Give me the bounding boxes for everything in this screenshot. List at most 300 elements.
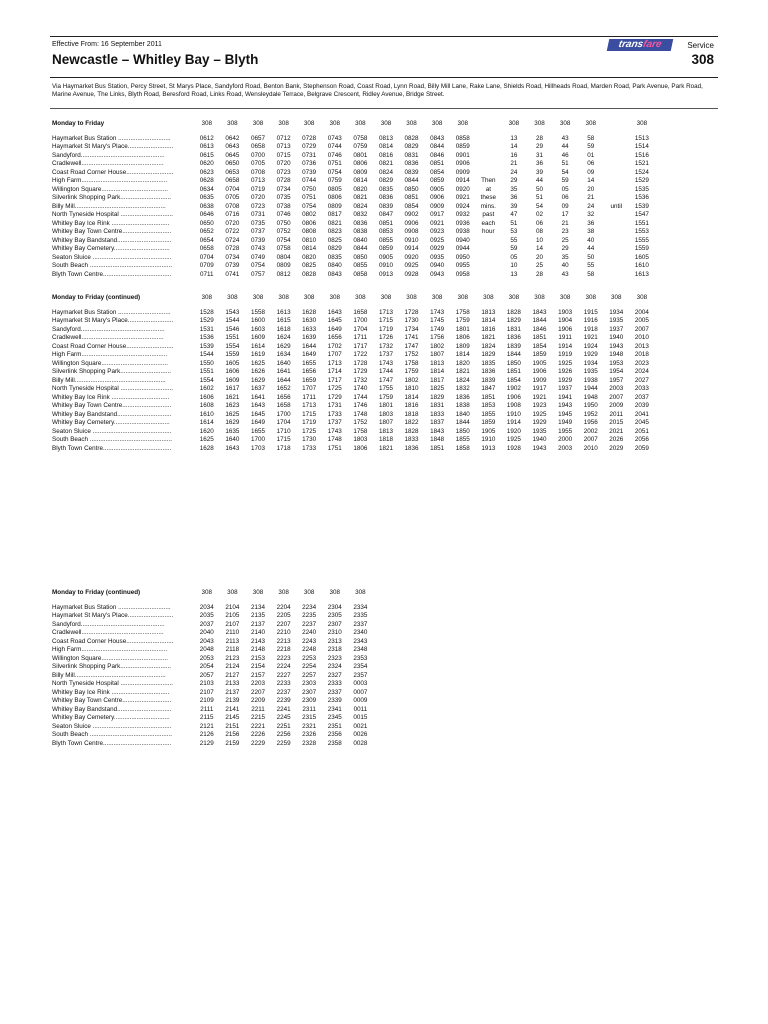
departure-time: 1605	[225, 359, 240, 367]
departure-time: 0936	[455, 219, 470, 227]
departure-time: hour	[482, 228, 495, 235]
departure-time: 1655	[302, 359, 317, 367]
departure-time: 0938	[455, 228, 470, 235]
service-column-header: 308	[201, 294, 213, 301]
departure-time: 1949	[558, 419, 573, 426]
departure-time: 1913	[481, 444, 496, 452]
departure-time: 47	[510, 211, 518, 218]
departure-time: 39	[510, 202, 518, 210]
departure-time: 0921	[455, 194, 470, 201]
timetable-row	[52, 740, 373, 749]
timetable-row	[52, 706, 373, 715]
departure-time: 0758	[276, 245, 291, 252]
departure-time: 1807	[430, 351, 445, 358]
service-column-header	[604, 120, 630, 129]
departure-time: 2004	[634, 308, 649, 316]
departure-time: 0920	[455, 185, 470, 193]
departure-time: 1707	[327, 351, 342, 358]
departure-time: 0731	[250, 211, 265, 218]
timetable-header-row	[52, 294, 655, 303]
departure-time: 1935	[609, 317, 624, 324]
departure-time: 2113	[225, 637, 240, 645]
departure-time: 2041	[634, 410, 649, 418]
timetable-row	[52, 309, 655, 318]
departure-time: 0902	[404, 211, 419, 218]
departure-time: 2013	[634, 342, 649, 350]
service-column-header: 308	[457, 294, 468, 301]
departure-time: 1840	[455, 410, 470, 418]
departure-time: 1928	[506, 444, 521, 452]
stop-name: Billy Mill....................................................	[52, 376, 166, 384]
departure-time	[476, 169, 502, 178]
service-column-header: 308	[355, 120, 366, 127]
departure-time: 2253	[302, 654, 317, 662]
departure-time: 0909	[430, 202, 445, 210]
timetable-row	[52, 436, 655, 445]
timetable-row	[52, 612, 373, 621]
departure-time: 1725	[302, 427, 317, 435]
departure-time: 1758	[455, 308, 470, 316]
service-column-header: 308	[278, 294, 289, 301]
departure-time: 2151	[225, 722, 240, 730]
departure-time: 1740	[353, 385, 368, 392]
departure-time: 0814	[378, 143, 393, 150]
stop-name: Cradlewell...............................................	[52, 629, 164, 636]
departure-time: 0928	[404, 270, 419, 278]
departure-time: 0743	[327, 134, 342, 142]
departure-time: 55	[587, 262, 595, 269]
departure-time: 1718	[276, 444, 291, 452]
departure-time: 2311	[302, 705, 316, 713]
departure-time: 0658	[199, 245, 214, 252]
departure-time: 1909	[532, 376, 547, 384]
departure-time: 0917	[430, 211, 445, 218]
departure-time: 25	[536, 262, 544, 269]
departure-time: 0723	[250, 202, 265, 210]
departure-time: 1905	[532, 359, 547, 367]
departure-time: 2034	[199, 603, 214, 611]
stop-name: Haymarket St Mary's Place..........................	[52, 143, 174, 150]
departure-time: 0850	[404, 185, 419, 193]
departure-time: 2307	[327, 620, 342, 628]
departure-time: 2141	[225, 705, 240, 713]
departure-time: 58	[587, 134, 595, 142]
departure-time: 1641	[250, 393, 265, 401]
departure-time: 0704	[199, 253, 214, 261]
departure-time: 1904	[558, 317, 573, 324]
departure-time: 0620	[199, 160, 214, 167]
departure-time: 1546	[225, 325, 240, 333]
departure-time: 0829	[404, 143, 419, 150]
departure-time: 1652	[276, 385, 291, 392]
departure-time	[604, 245, 630, 254]
departure-time: 1952	[583, 410, 598, 418]
departure-time: 1707	[302, 385, 317, 392]
departure-time: 1836	[455, 393, 470, 401]
departure-time: 1748	[327, 436, 342, 443]
timetable-row	[52, 271, 655, 280]
departure-time: 2056	[634, 436, 649, 443]
stop-name: South Beach ...............................................	[52, 731, 173, 738]
departure-time: 1759	[404, 368, 419, 375]
departure-time: 1730	[302, 436, 317, 443]
departure-time: 0708	[250, 168, 265, 176]
timetable-row	[52, 262, 655, 271]
departure-time: 1544	[199, 351, 214, 358]
timetable-row	[52, 689, 373, 698]
departure-time: 0713	[250, 177, 265, 184]
departure-time: 0736	[302, 160, 317, 167]
departure-time: 05	[510, 253, 518, 261]
departure-time	[604, 143, 630, 152]
service-column-header: 308	[534, 120, 545, 127]
departure-time: 1801	[455, 325, 470, 333]
departure-time: 1609	[250, 334, 265, 341]
departure-time: 0746	[276, 211, 291, 218]
departure-time: 2007	[609, 393, 624, 401]
departure-time: 2145	[225, 714, 240, 721]
departure-time	[476, 143, 502, 152]
departure-time: 0905	[378, 253, 393, 261]
timetable-row	[52, 152, 655, 161]
departure-time: 2153	[250, 654, 265, 662]
departure-time	[476, 271, 502, 280]
departure-time: 0705	[250, 160, 265, 167]
departure-time: 1551	[634, 219, 649, 227]
departure-time: 1940	[609, 334, 624, 341]
stop-name: Haymarket St Mary's Place..........................	[52, 612, 174, 619]
departure-time: 1929	[583, 351, 598, 358]
departure-time: 1730	[404, 317, 419, 324]
departure-time: 1855	[455, 436, 470, 443]
service-label: Service	[687, 41, 714, 50]
departure-time	[604, 152, 630, 161]
departure-time: 0821	[378, 160, 393, 167]
departure-time: 1613	[634, 270, 649, 278]
stop-name: North Tyneside Hospital ..............................	[52, 211, 173, 218]
departure-time: 2213	[276, 637, 291, 645]
service-column-header: 308	[380, 120, 392, 127]
timetable-row	[52, 621, 373, 630]
departure-time: 2021	[609, 427, 624, 435]
departure-time: 2226	[250, 731, 265, 738]
departure-time: 2334	[353, 603, 368, 611]
departure-time: 0746	[327, 151, 342, 159]
departure-time: 2135	[250, 612, 265, 619]
departure-time: 2340	[353, 629, 368, 636]
departure-time: 2015	[609, 419, 624, 426]
departure-time: 0844	[404, 177, 419, 184]
stop-name: Billy Mill....................................................	[52, 202, 166, 210]
departure-time: 1751	[327, 444, 342, 452]
departure-time: 2358	[327, 739, 342, 747]
service-column-header: 308	[431, 120, 443, 127]
departure-time: 21	[510, 160, 518, 167]
departure-time: 1851	[430, 444, 445, 452]
departure-time: 1850	[506, 359, 521, 367]
departure-time: 06	[587, 160, 595, 167]
departure-time: 2324	[327, 663, 342, 670]
departure-time	[604, 169, 630, 178]
departure-time: 53	[510, 228, 518, 235]
departure-time: 0806	[353, 160, 368, 167]
departure-time: 08	[536, 228, 544, 235]
departure-time: 0944	[455, 245, 470, 252]
departure-time: 2237	[276, 688, 291, 696]
departure-time: 0754	[327, 168, 342, 176]
departure-time: 2123	[225, 654, 240, 662]
departure-time	[604, 228, 630, 237]
departure-time: 29	[510, 177, 518, 184]
departure-time: 0908	[404, 228, 419, 235]
departure-time: 1806	[353, 444, 368, 452]
departure-time: 1813	[378, 427, 393, 435]
departure-time: 1937	[558, 385, 573, 392]
departure-time: 1955	[558, 427, 573, 435]
stop-name: Sandyford................................................	[52, 620, 165, 628]
stop-name: Blyth Town Centre.......................................	[52, 444, 172, 452]
departure-time: 2154	[250, 663, 265, 670]
departure-time: 1715	[378, 317, 393, 324]
stop-name: Willington Square......................................	[52, 359, 168, 367]
departure-time: 0722	[225, 228, 240, 235]
departure-time: 2137	[250, 620, 265, 628]
route-rule	[50, 108, 718, 109]
departure-time: 1713	[378, 308, 393, 316]
departure-time: 0741	[225, 270, 240, 278]
service-column-header: 308	[508, 120, 520, 127]
departure-time: 44	[587, 245, 595, 252]
departure-time: 1829	[430, 393, 445, 401]
departure-time: 1855	[481, 410, 496, 418]
departure-time: 0739	[302, 168, 317, 176]
departure-time: 1658	[353, 308, 368, 316]
departure-time: 1629	[276, 342, 291, 350]
departure-time: 0635	[199, 194, 214, 201]
departure-time: 1920	[506, 427, 521, 435]
departure-time: 0943	[430, 270, 445, 278]
departure-time: 2126	[199, 731, 214, 738]
stop-name: Whitley Bay Ice Rink .................................	[52, 393, 170, 401]
departure-time: until	[610, 202, 623, 210]
stop-name: Whitley Bay Cemetery................................	[52, 245, 170, 252]
departure-time: 1634	[276, 351, 291, 358]
departure-time: 1555	[634, 236, 649, 244]
departure-time: 2205	[276, 612, 291, 619]
departure-time: 1929	[532, 419, 547, 426]
departure-time: 40	[561, 262, 569, 269]
departure-time: 0739	[250, 236, 265, 244]
departure-time: 1916	[583, 317, 598, 324]
departure-time: 0728	[225, 245, 240, 252]
service-column-header: 308	[227, 294, 238, 301]
timetable-row	[52, 655, 373, 664]
departure-time: 0724	[225, 236, 240, 244]
departure-time: 1910	[481, 436, 496, 443]
departure-time: 0015	[353, 714, 368, 721]
stop-name: Whitley Bay Town Centre............................	[52, 228, 172, 235]
departure-time: 1836	[481, 368, 496, 375]
service-column-header: 308	[636, 294, 648, 301]
service-column-header: 308	[355, 294, 366, 301]
departure-time: 28	[536, 134, 544, 142]
departure-time: 2318	[327, 646, 342, 653]
departure-time: 0906	[404, 219, 419, 227]
departure-time: 2057	[199, 671, 214, 679]
departure-time: 0836	[404, 160, 419, 167]
departure-time: 1749	[430, 325, 445, 333]
departure-time: 10	[536, 236, 544, 244]
departure-time: 0743	[250, 245, 265, 252]
departure-time: 1606	[199, 393, 214, 401]
departure-time: 28	[536, 270, 544, 278]
departure-time: 0026	[353, 731, 368, 738]
departure-time: 58	[587, 270, 595, 278]
departure-time: 1943	[532, 444, 547, 452]
departure-time: 1906	[558, 325, 573, 333]
departure-time: 2010	[583, 444, 598, 452]
departure-time: 2357	[353, 671, 368, 679]
departure-time: 1943	[609, 342, 624, 350]
departure-time: 2257	[302, 671, 317, 679]
transfare-logo	[607, 39, 674, 51]
service-column-header: 308	[278, 120, 289, 127]
departure-time: 2305	[327, 612, 342, 619]
departure-time: 0716	[225, 211, 240, 218]
departure-time: 0752	[276, 228, 291, 235]
stop-name: Willington Square......................................	[52, 654, 168, 662]
departure-time: 1758	[404, 359, 419, 367]
departure-time: 50	[536, 185, 544, 193]
departure-time: 1829	[481, 351, 496, 358]
departure-time: 1828	[506, 308, 521, 316]
service-column-header: 308	[329, 589, 341, 596]
timetable-row	[52, 135, 655, 144]
timetable-row	[52, 317, 655, 326]
service-column-header: 308	[252, 589, 264, 596]
departure-time: 0851	[378, 219, 393, 227]
departure-time	[604, 135, 630, 144]
departure-time: 0855	[353, 262, 368, 269]
departure-time: 0920	[404, 253, 419, 261]
departure-time: 0757	[250, 270, 265, 278]
departure-time: 0828	[302, 270, 317, 278]
departure-time: 0700	[250, 151, 265, 159]
departure-time: 1544	[225, 317, 240, 324]
timetable-row	[52, 697, 373, 706]
departure-time: 1614	[250, 342, 265, 350]
departure-time: 0723	[276, 168, 291, 176]
departure-time: 2010	[634, 334, 649, 341]
departure-time: 1645	[250, 410, 265, 418]
departure-time: 1814	[430, 368, 445, 375]
departure-time: 0924	[455, 202, 470, 210]
departure-time: 0749	[250, 253, 265, 261]
departure-time	[604, 254, 630, 263]
departure-time: 1924	[583, 342, 598, 350]
departure-time: 2241	[276, 705, 291, 713]
departure-time: 0820	[302, 253, 317, 261]
stop-name: Whitley Bay Ice Rink .................................	[52, 688, 170, 696]
departure-time: 1713	[327, 359, 342, 367]
departure-time: 1743	[430, 308, 445, 316]
departure-time: 2218	[276, 646, 291, 653]
stop-name: High Farm.................................................	[52, 177, 168, 184]
departure-time: 1659	[302, 376, 317, 384]
departure-time: 1844	[506, 351, 521, 358]
departure-time: 1641	[276, 368, 291, 375]
departure-time: 2133	[225, 680, 240, 687]
departure-time: 2140	[250, 629, 265, 636]
departure-time: 0750	[302, 185, 317, 193]
departure-time: 2054	[199, 663, 214, 670]
departure-time: 14	[536, 245, 544, 252]
departure-time: 1835	[481, 359, 496, 367]
departure-time: 0720	[250, 194, 265, 201]
departure-time: 1839	[506, 342, 521, 350]
stop-name: High Farm.................................................	[52, 351, 168, 358]
departure-time: 0925	[404, 262, 419, 269]
departure-time: 02	[536, 211, 544, 218]
timetable-monday-friday-continued-2	[52, 589, 373, 748]
departure-time: 1847	[481, 385, 496, 392]
departure-time: 1640	[225, 436, 240, 443]
departure-time: 1859	[532, 351, 547, 358]
service-column-header: 308	[303, 589, 315, 596]
stop-name: Haymarket Bus Station ..............................	[52, 603, 171, 611]
service-column-header: 308	[636, 120, 648, 127]
departure-time: 1953	[609, 359, 624, 367]
timetable-row	[52, 169, 655, 178]
departure-time: 59	[561, 177, 569, 184]
departure-time: 2040	[199, 629, 214, 636]
stop-name: Cradlewell...............................................	[52, 334, 164, 341]
departure-time: 0704	[225, 185, 240, 193]
stop-name: Whitley Bay Town Centre............................	[52, 402, 172, 409]
timetable-row	[52, 411, 655, 420]
departure-time: 0612	[199, 134, 214, 142]
departure-time: 1531	[199, 325, 214, 333]
service-column-header: 308	[329, 120, 341, 127]
departure-time: 1633	[302, 325, 317, 333]
departure-time: 2137	[225, 688, 240, 696]
departure-time: 2215	[250, 714, 265, 721]
departure-time: 0929	[430, 245, 445, 252]
departure-time: 2259	[276, 739, 291, 747]
departure-time: 2207	[250, 688, 265, 696]
departure-time: 59	[587, 143, 595, 150]
timetable-row	[52, 445, 655, 454]
service-column-header: 308	[329, 294, 341, 301]
departure-time: 0615	[199, 151, 214, 159]
departure-time: 0854	[404, 202, 419, 210]
departure-time: 0859	[455, 143, 470, 150]
departure-time: 0813	[378, 134, 393, 142]
departure-time: 1837	[430, 419, 445, 426]
departure-time	[476, 237, 502, 246]
departure-time: 1649	[327, 325, 342, 333]
effective-date: Effective From: 16 September 2011	[52, 41, 162, 48]
departure-time: 1547	[634, 211, 649, 218]
stop-name: Whitley Bay Bandstand...............................	[52, 410, 172, 418]
departure-time: 0802	[302, 211, 317, 218]
timetable-heading: Monday to Friday (continued)	[52, 589, 141, 596]
departure-time: 1643	[250, 402, 265, 409]
departure-time: 2029	[609, 444, 624, 452]
departure-time: 1551	[199, 368, 214, 375]
departure-time: 1644	[302, 342, 317, 350]
timetable-row	[52, 245, 655, 254]
